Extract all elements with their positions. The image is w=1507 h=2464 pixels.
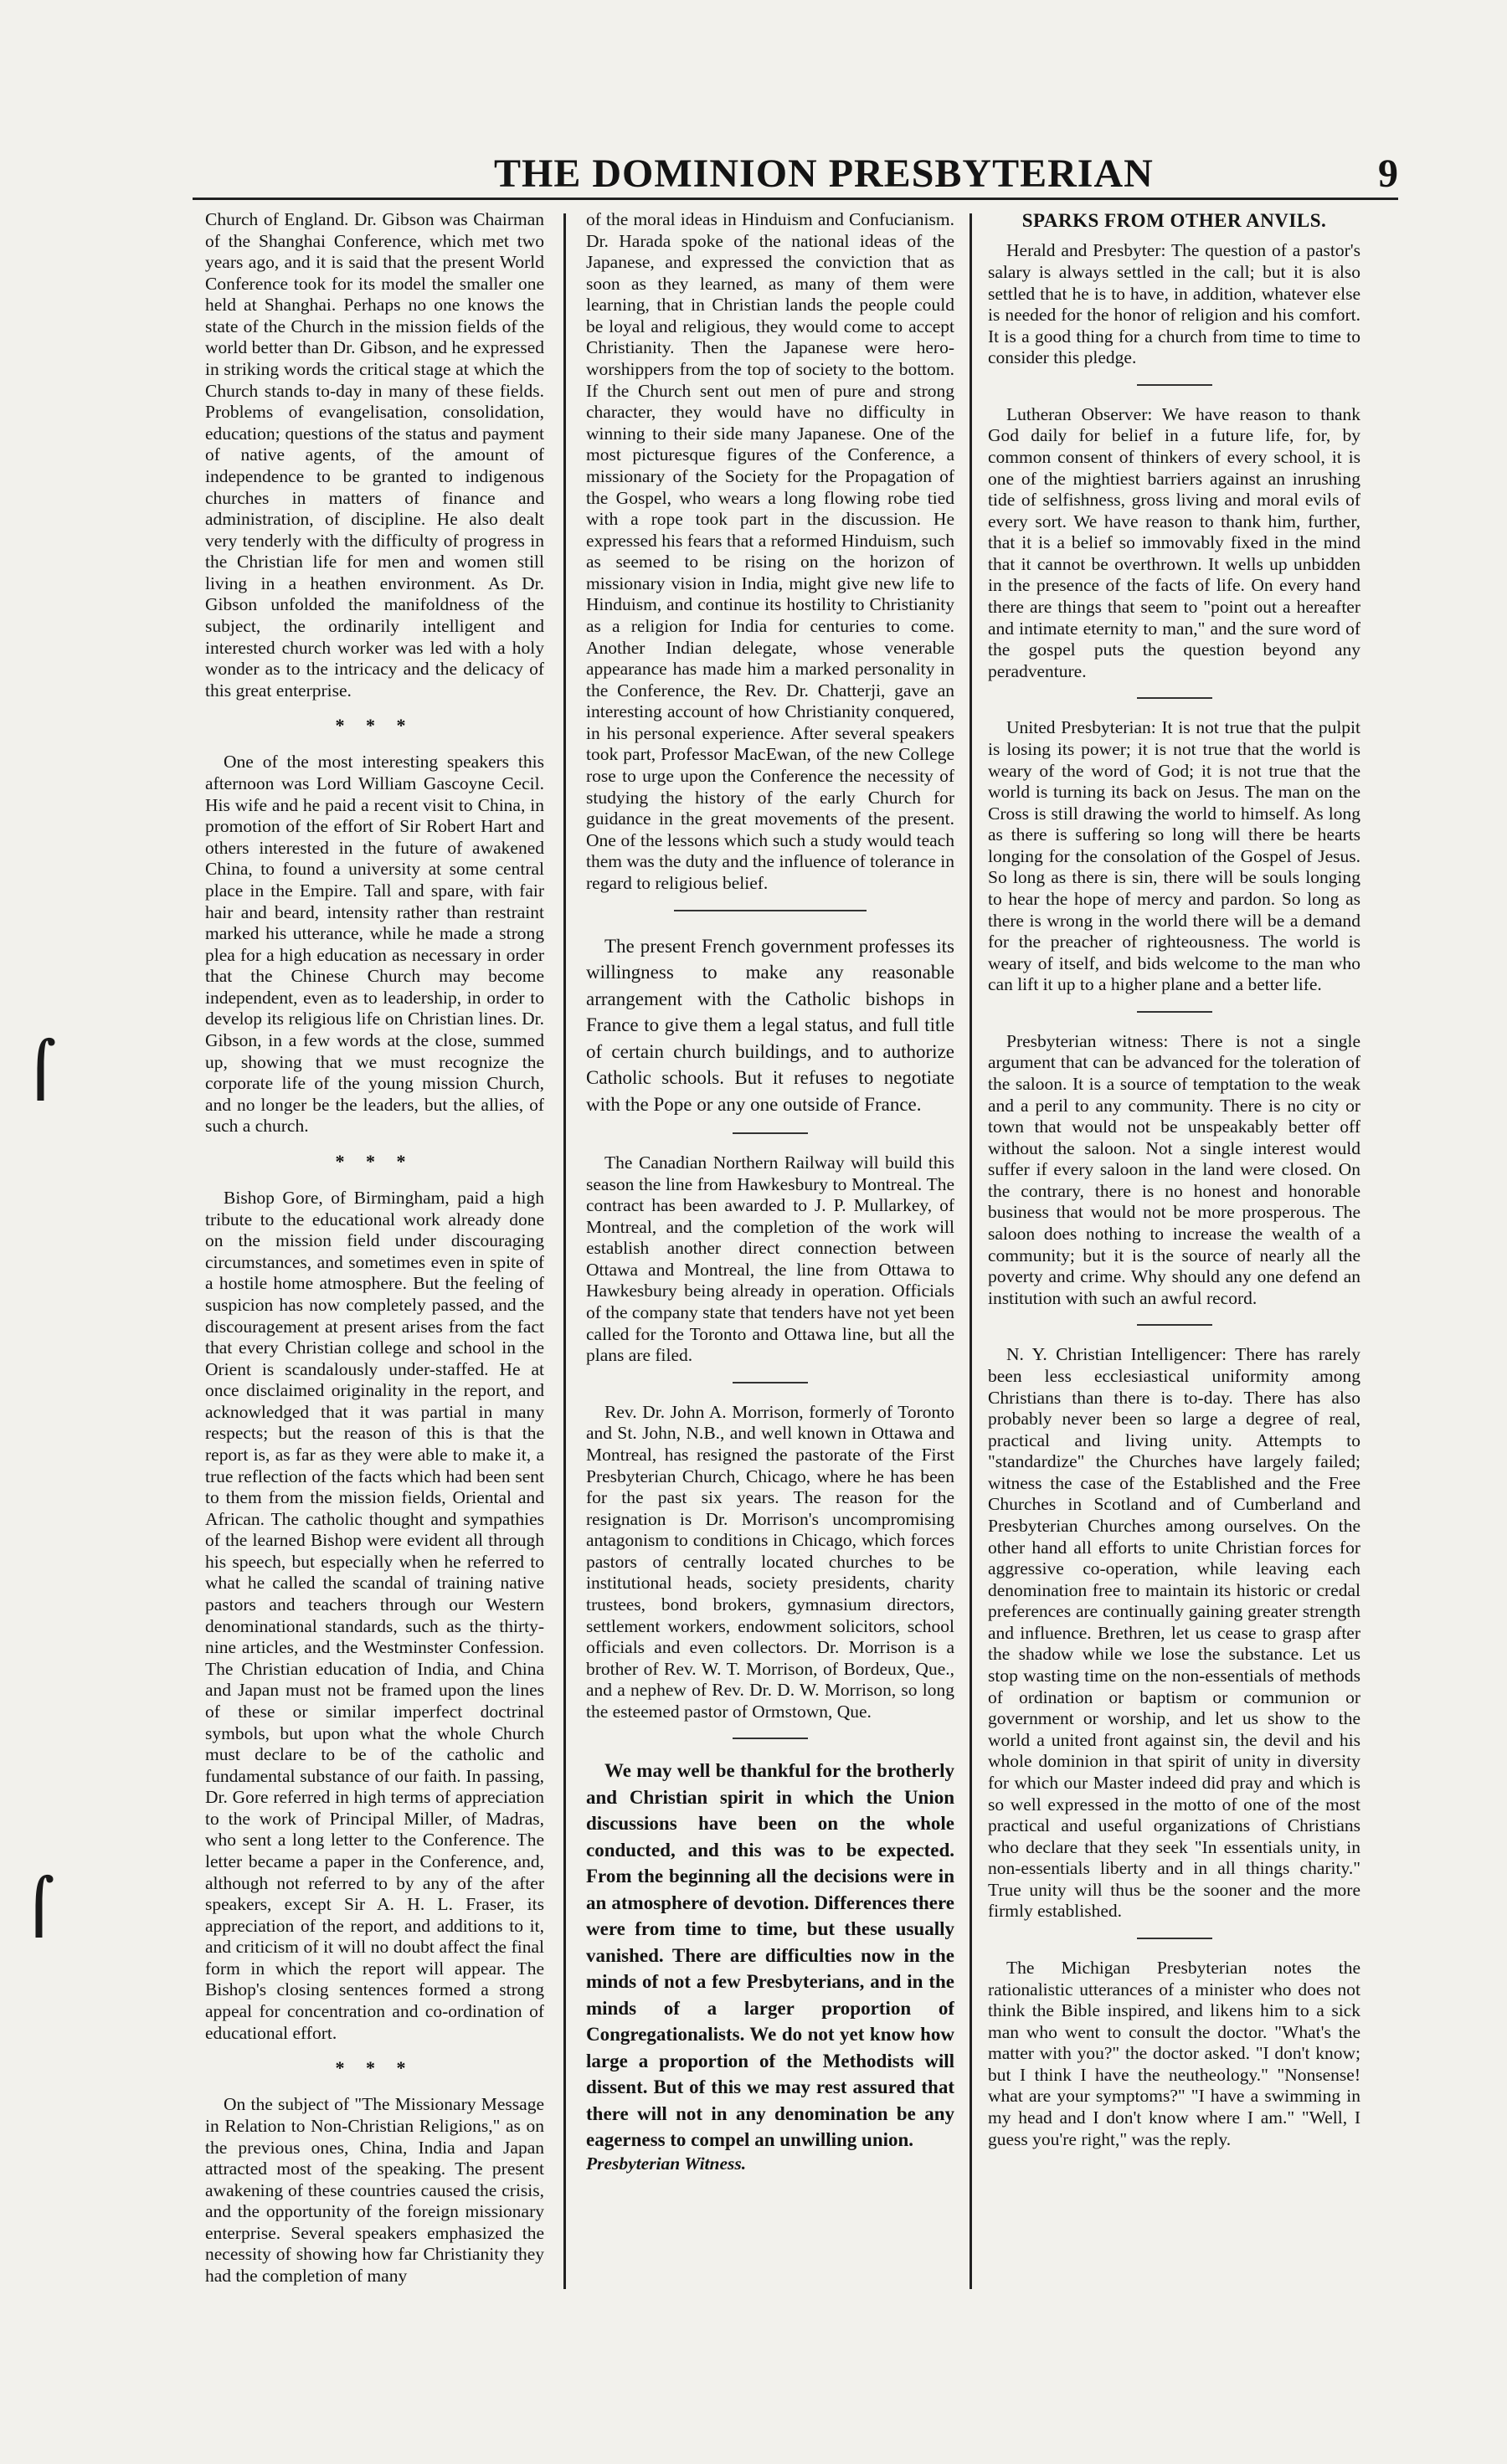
article-paragraph: Herald and Presbyter: The question of a pastor's salary is always settled in the call; but it is also settled that he is to have, in addition, whatever else is needed for the honor of religion and his comfort. It is a good thing for a church from time to time to consider this pledge. — [988, 240, 1360, 368]
column-2 — [586, 209, 954, 2436]
column-divider-2 — [970, 213, 972, 2289]
separator-rule — [1137, 384, 1212, 386]
article-paragraph: The Canadian Northern Railway will build this season the line from Hawkesbury to Montreal. The contract has been awarded to J. P. Mullarkey, of Montreal, and the completion of the work will establish another direct connection between Ottawa and Montreal, the line from Ottawa to Hawkesbury being already in operation. Officials of the company state that tenders have not yet been called for the Toronto and Ottawa line, but all the plans are filed. — [586, 1152, 954, 1366]
masthead-title: THE DOMINION PRESBYTERIAN — [494, 151, 1154, 196]
article-paragraph: Bishop Gore, of Birmingham, paid a high tribute to the educational work already done on the mission field under discouraging circumstances, and sometimes even in spite of a hostile home atmosphere. But the feeling of suspicion has now completely passed, and the discouragement at present arises from the fact that every Christian college and school in the Orient is scandalously under-staffed. He at once disclaimed originality in the report, and acknowledged that it was partial in many respects; but the reason of this is that the report is, as far as they were able to make it, a true reflection of the facts which had been sent to them from the mission fields, Oriental and African. The catholic thought and sympathies of the learned Bishop were evident all through his speech, but especially when he referred to what he called the scandal of training native pastors and teachers through our Western denominational standards, such as the thirty-nine articles, and the Westminster Confession. The Christian education of India, and China and Japan must not be framed upon the lines of these or similar imperfect doctrinal symbols, but upon what the whole Church must declare to be of the catholic and fundamental substance of our faith. In passing, Dr. Gore referred in high terms of appreciation to the work of Principal Miller, of Madras, who sent a long letter to the Conference. The letter became a paper in the Conference, and, although not referred to by any of the after speakers, except Sir A. H. L. Fraser, its appreciation of the report, and additions to it, and criticism of it will no doubt affect the final form in which the report will appear. The Bishop's closing sentences formed a strong appeal for concentration and co-ordination of educational effort. — [205, 1188, 544, 2043]
column-3 — [988, 209, 1360, 2436]
section-title: SPARKS FROM OTHER ANVILS. — [1021, 210, 1327, 231]
article-paragraph: of the moral ideas in Hinduism and Confucianism. Dr. Harada spoke of the national ideas of the Japanese, and expressed the conviction that as soon as they learned, as many of them were learning, that in Christian lands the people could be loyal and religious, they would come to accept Christianity. Then the Japanese were hero-worshippers from the top of society to the bottom. If the Church sent out men of pure and strong character, they would have no difficulty in winning to their side many Japanese. One of the most picturesque figures of the Conference, a missionary of the Society for the Propagation of the Gospel, who wears a long flowing robe tied with a rope took part in the discussion. He expressed his fears that a reformed Hinduism, such as seemed to be rising on the horizon of missionary vision in India, might give new life to Hinduism, and continue its hostility to Christianity as a religion for India for centuries to come. Another Indian delegate, whose venerable appearance has made him a marked personality in the Conference, the Rev. Dr. Chatterji, gave an interesting account of how Christianity conquered, in his personal experience. After several speakers took part, Professor MacEwan, of the new College rose to urge upon the Conference the necessity of studying the history of the early Church for guidance in the great movements of the present. One of the lessons which such a study would teach them was the duty and the influence of tolerance in regard to religious belief. — [586, 209, 954, 893]
article-paragraph: Presbyterian witness: There is not a single argument that can be advanced for the toleration of the saloon. It is a source of temptation to the weak and a peril to any community. There is no city or town that would not be unspeakably better off without the saloon. Not a single interest would suffer if every saloon in the land were closed. On the contrary, there is no honest and honorable business that would not be more prosperous. The saloon does nothing to increase the wealth of a community; but it is the source of nearly all the poverty and crime. Why should any one defend an institution with such an awful record. — [988, 1030, 1360, 1308]
article-paragraph: The present French government professes its willingness to make any reasonable arrangement with the Catholic bishops in France to give them a legal status, and full title of certain church buildings, and to authorize Catholic schools. But it refuses to negotiate with the Pope or any one outside of France. — [586, 935, 954, 1115]
separator-rule — [733, 1738, 808, 1739]
separator-rule — [674, 910, 867, 911]
article-signature: Presbyterian Witness. — [586, 2153, 747, 2174]
article-paragraph: United Presbyterian: It is not true that the pulpit is losing its power; it is not true that the world is weary of the word of God; it is not true that the world is turning its back on Jesus. The man on the Cross is still drawing the world to himself. As long as there is suffering so long will there be hearts longing for the consolation of the Gospel of Jesus. So long as there is sin, there will be souls longing to hear the hope of mercy and pardon. So long as there is wrong in the world there will be a demand for the preacher of righteousness. The world is weary of itself, and bids welcome to the man who can lift it up to a higher plane and a better life. — [988, 717, 1360, 995]
section-stars: * * * — [335, 715, 414, 737]
article-paragraph: Rev. Dr. John A. Morrison, formerly of Toronto and St. John, N.B., and well known in Ottawa and Montreal, has resigned the pastorate of the First Presbyterian Church, Chicago, where he has been for the past six years. The reason for the resignation is Dr. Morrison's uncompromising antagonism to conditions in Chicago, which forces pastors of centrally located churches to be institutional heads, society presidents, charity trustees, bond brokers, gymnasium directors, settlement workers, endowment solicitors, school officials and even collectors. Dr. Morrison is a brother of Rev. W. T. Morrison, of Bordeux, Que., and a nephew of Rev. Dr. D. W. Morrison, so long the esteemed pastor of Ormstown, Que. — [586, 1401, 954, 1722]
separator-rule — [1137, 1324, 1212, 1326]
article-paragraph: Lutheran Observer: We have reason to thank God daily for belief in a future life, for, by common consent of thinkers of every school, it is one of the mightiest barriers against an inrushing tide of selfishness, gross living and moral evils of every sort. We have reason to thank him, further, that it is a belief so immovably fixed in the mind that it cannot be overthrown. It wells up unbidden in the presence of the facts of life. On every hand there are things that seem to "point out a hereafter and intimate eternity to man," and the sure word of the gospel puts the question beyond any peradventure. — [988, 403, 1360, 681]
separator-rule — [1137, 1938, 1212, 1939]
article-paragraph: Church of England. Dr. Gibson was Chairman of the Shanghai Conference, which met two years ago, and it is said that the present World Conference took for its model the smaller one held at Shanghai. Perhaps no one knows the state of the Church in the mission fields of the world better than Dr. Gibson, and he expressed in striking words the critical stage at which the Church stands to-day in many of these fields. Problems of evangelisation, consolidation, education; questions of the status and payment of native agents, of the amount of independence to be granted to indigenous churches in matters of finance and administration, of discipline. He also dealt very tenderly with the difficulty of progress in the Christian life for men and women still living in a heathen environment. As Dr. Gibson unfolded the manifoldness of the subject, the ordinarily intelligent and interested church worker was led with a holy wonder as to the intricacy and the delicacy of this great enterprise. — [205, 209, 544, 701]
margin-clip-mark: ⌠ — [23, 1875, 55, 1938]
column-1 — [205, 209, 544, 2436]
page-header — [193, 142, 1398, 209]
separator-rule — [733, 1382, 808, 1383]
separator-rule — [1137, 1011, 1212, 1013]
separator-rule — [1137, 697, 1212, 699]
article-paragraph: N. Y. Christian Intelligencer: There has rarely been less ecclesiastical uniformity among Christians than there is to-day. There has also probably never been so large a degree of real, practical and living unity. Attempts to "standardize" the Churches have largely failed; witness the case of the Established and the Free Churches in Scotland and of Cumberland and Presbyterian Churches among ourselves. On the other hand all efforts to unite Christian forces for aggressive co-operation, while leaving each denomination free to maintain its historic or credal preferences are continually gaining greater strength and influence. Brethren, let us cease to grasp after the shadow while we lose the substance. Let us stop wasting time on the non-essentials of methods of ordination or baptism or communion or government or worship, and let us show to the world a united front against sin, the devil and his whole dominion in that spirit of unity in diversity for which our Master indeed did pray and which is so well expressed in the motto of one of the most practical and useful organizations of Christians who declare that they seek "In essentials unity, in non-essentials liberty and in all things charity." True unity will thus be the sooner and the more firmly established. — [988, 1344, 1360, 1922]
section-stars: * * * — [335, 1150, 414, 1172]
section-stars: * * * — [335, 2057, 414, 2079]
article-paragraph: On the subject of "The Missionary Message in Relation to Non-Christian Religions," as on the previous ones, China, India and Japan attracted most of the speaking. The present awakening of these countries caused the crisis, and the opportunity of the foreign missionary enterprise. Several speakers emphasized the necessity of showing how far Christianity they had the completion of many — [205, 2094, 544, 2286]
separator-rule — [733, 1132, 808, 1134]
margin-clip-mark: ⌠ — [25, 1038, 57, 1101]
page-number: 9 — [1378, 151, 1398, 196]
article-paragraph: We may well be thankful for the brotherly and Christian spirit in which the Union discussions have been on the whole conducted, and this was to be expected. From the beginning all the decisions were in an atmosphere of devotion. Differences there were from time to time, but these usually vanished. There are difficulties now in the minds of not a few Presbyterians, and in the minds of a larger proportion of Congregationalists. We do not yet know how large a proportion of the Methodists will dissent. But of this we may rest assured that there will not in any denomination be any eagerness to compel an unwilling union. — [586, 1760, 954, 2151]
article-paragraph: One of the most interesting speakers this afternoon was Lord William Gascoyne Cecil. His wife and he paid a recent visit to China, in promotion of the effort of Sir Robert Hart and others interested in the future of awakened China, to found a university at some central place in the Empire. Tall and spare, with fair hair and beard, intensity rather than restraint marked his utterance, while he made a strong plea for a high education as necessary in order that the Chinese Church may become independent, even as to leadership, in order to develop its religious life on Christian lines. Dr. Gibson, in a few words at the close, summed up, showing that we must recognize the corporate life of the young mission Church, and no longer be the leaders, but the allies, of such a church. — [205, 752, 544, 1137]
header-rule — [193, 198, 1398, 200]
article-paragraph: The Michigan Presbyterian notes the rationalistic utterances of a minister who does not think the Bible inspired, and likens him to a sick man who went to consult the doctor. "What's the matter with you?" the doctor asked. "I don't know; but I think I have the neutheology." "Nonsense! what are your symptoms?" "I have a swimming in my head and I don't know where I am." "Well, I guess you're right," was the reply. — [988, 1957, 1360, 2149]
column-divider-1 — [563, 213, 566, 2289]
